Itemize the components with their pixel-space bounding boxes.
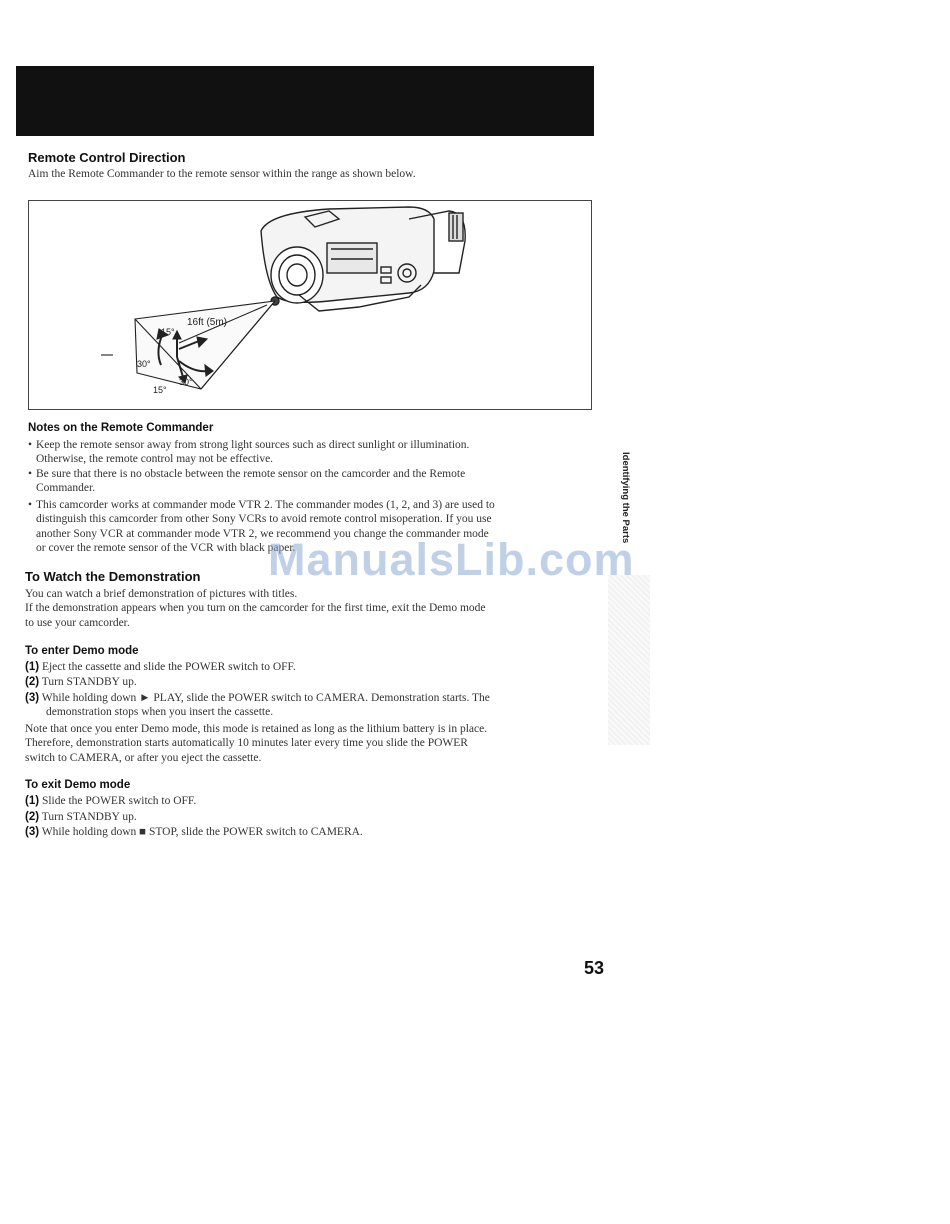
angle-label-bottom: 15° xyxy=(153,385,167,395)
page-number: 53 xyxy=(584,958,605,978)
side-tab-marker xyxy=(608,575,650,745)
exit-demo-title: To exit Demo mode xyxy=(25,779,131,791)
enter-step: (3) While holding down ► PLAY, slide the POWER switch to CAMERA. Demonstration starts. The demonstration stops when you insert the cassette. xyxy=(25,692,490,719)
note-item: • This camcorder works at commander mode VTR 2. The commander modes (1, 2, and 3) are used to distinguish this camcorder from other Sony VCRs to avoid remote control misoperation. If you use another Sony VCR at commander mode VTR 2, we recommend you change the commander mode or cover the remote sensor of the VCR with black paper. xyxy=(28,499,495,554)
exit-step: (2) Turn STANDBY up. xyxy=(25,811,137,823)
section-intro: Aim the Remote Commander to the remote sensor within the range as shown below. xyxy=(28,168,416,180)
angle-label-top: 15° xyxy=(161,327,175,337)
exit-step: (3) While holding down ■ STOP, slide the POWER switch to CAMERA. xyxy=(25,826,363,838)
demo-note: Note that once you enter Demo mode, this mode is retained as long as the lithium battery is in place. Therefore, demonstration starts automatically 10 minutes later every time you slide the POWER switch to CAMERA, or after you eject the cassette. xyxy=(25,723,488,764)
angle-label-left: 30° xyxy=(137,359,151,369)
enter-step: (2) Turn STANDBY up. xyxy=(25,676,137,688)
header-bar xyxy=(16,66,594,136)
enter-demo-title: To enter Demo mode xyxy=(25,645,139,657)
angle-label-right: 30° xyxy=(179,377,193,387)
watermark: ManualsLib.com xyxy=(268,534,635,585)
note-item: • Be sure that there is no obstacle between the remote sensor on the camcorder and the Remote Commander. xyxy=(28,468,466,495)
notes-title: Notes on the Remote Commander xyxy=(28,422,214,434)
demo-paragraph: You can watch a brief demonstration of pictures with titles. If the demonstration appears when you turn on the camcorder for the first time, exit the Demo mode to use your camcorder. xyxy=(25,588,486,629)
distance-label: 16ft (5m) xyxy=(187,317,228,328)
side-tab-label: Identifying the Parts xyxy=(620,452,631,544)
remote-range-figure xyxy=(28,200,592,410)
section-title-remote-direction: Remote Control Direction xyxy=(28,150,186,165)
section-title-demo: To Watch the Demonstration xyxy=(25,569,201,584)
enter-step: (1) Eject the cassette and slide the POWER switch to OFF. xyxy=(25,661,296,673)
note-item: • Keep the remote sensor away from strong light sources such as direct sunlight or illumination. Otherwise, the remote control may not be effective. xyxy=(28,439,470,466)
camcorder-illustration xyxy=(29,201,591,409)
exit-step: (1) Slide the POWER switch to OFF. xyxy=(25,795,197,807)
